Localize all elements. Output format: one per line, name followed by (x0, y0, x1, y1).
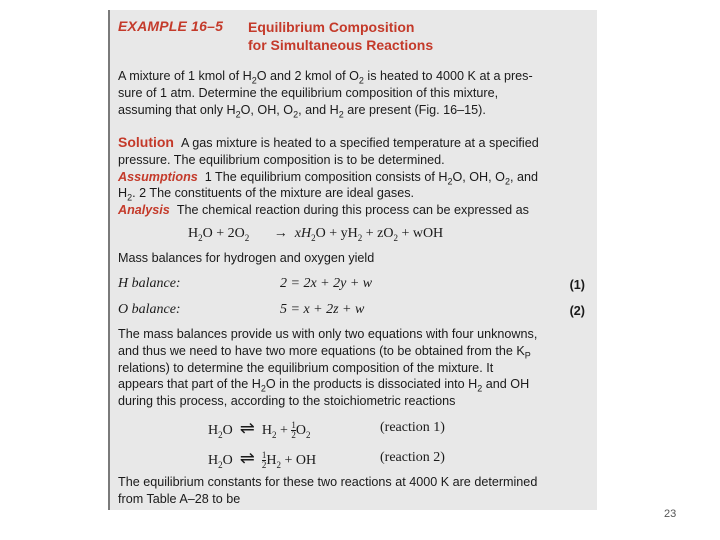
closing-line-2: from Table A–28 to be (118, 491, 241, 506)
assumptions-heading: Assumptions (118, 169, 198, 184)
p2-line-1: The mass balances provide us with only two equations with four unknowns, (118, 327, 538, 341)
equilibrium-arrow-1: ⇌ (239, 418, 255, 438)
reaction-arrow: → (273, 226, 288, 241)
p2-line-5: during this process, according to the stoichiometric reactions (118, 394, 456, 409)
problem-line-1: A mixture of 1 kmol of $H_2O$ and 2 kmol of $O_2$ is heated to 4000 K at a pres- (118, 69, 533, 86)
reaction-1-label: (reaction 1) (380, 420, 445, 435)
textbook-page (108, 10, 597, 510)
page-number: 23 (664, 508, 677, 520)
paragraph-2 (118, 326, 586, 410)
example-title-line2: for Simultaneous Reactions (248, 37, 434, 53)
solution-heading: Solution (118, 134, 174, 150)
problem-line-3: assuming that only $H_2O$, OH, $O_2$, and $H_2$ are present (Fig. 16–15). (118, 102, 486, 120)
stoich-reaction-2: $H_2O$ ⇌ $\frac{1}{2}$ $H_2$ + OH (208, 448, 317, 471)
closing-line-1: The equilibrium constants for these two reactions at 4000 K are determined (118, 475, 538, 489)
solution-line-1: Solution A gas mixture is heated to a specified temperature at a specified (118, 134, 539, 150)
p2-line-3: relations) to determine the equilibrium composition of the mixture. It (118, 360, 494, 375)
example-title (248, 18, 433, 54)
p2-line-2: and thus we need to have two more equations (to be obtained from the $K_P$ (118, 343, 531, 361)
equilibrium-arrow-2: ⇌ (239, 448, 255, 468)
problem-statement (118, 68, 586, 118)
p2-line-4: appears that part of the $H_2O$ in the products is dissociated into $H_2$ and OH (118, 377, 530, 394)
solution-block (118, 134, 586, 219)
h-balance-number: (1) (569, 278, 585, 292)
h-balance-label: H balance: (118, 276, 181, 291)
closing-paragraph (118, 474, 586, 508)
o-balance-equation: 5 = x + 2z + w (280, 302, 365, 317)
o-balance-number: (2) (569, 304, 585, 318)
solution-line-2: pressure. The equilibrium composition is to be determined. (118, 152, 445, 167)
example-title-line1: Equilibrium Composition (248, 19, 415, 35)
fraction-half-2: $\frac{1}{2}$ (261, 450, 267, 471)
stoich-reaction-1: $H_2O$ ⇌ $H_2$ + $\frac{1}{2}$ $O_2$ (208, 418, 311, 441)
h-balance-equation: 2 = 2x + 2y + w (280, 276, 373, 291)
reaction-2-label: (reaction 2) (380, 450, 445, 465)
reaction-equation: $H_2O + 2O_2$ → $xH_2O + yH_2 + zO_2$ + wOH (188, 226, 444, 243)
analysis-heading: Analysis (118, 203, 170, 218)
assumptions-line-1: Assumptions 1 The equilibrium composition consists of $H_2O$, OH, $O_2$, and (118, 169, 538, 187)
o-balance-label: O balance: (118, 302, 181, 317)
analysis-line: Analysis The chemical reaction during this process can be expressed as (118, 203, 529, 218)
problem-line-2: sure of 1 atm. Determine the equilibrium composition of this mixture, (118, 85, 499, 100)
mass-balance-intro: Mass balances for hydrogen and oxygen yield (118, 251, 375, 265)
example-label: EXAMPLE 16–5 (118, 18, 224, 34)
fraction-half-1: $\frac{1}{2}$ (291, 420, 296, 441)
assumptions-line-2: $H_2$. 2 The constituents of the mixture are ideal gases. (118, 186, 415, 203)
